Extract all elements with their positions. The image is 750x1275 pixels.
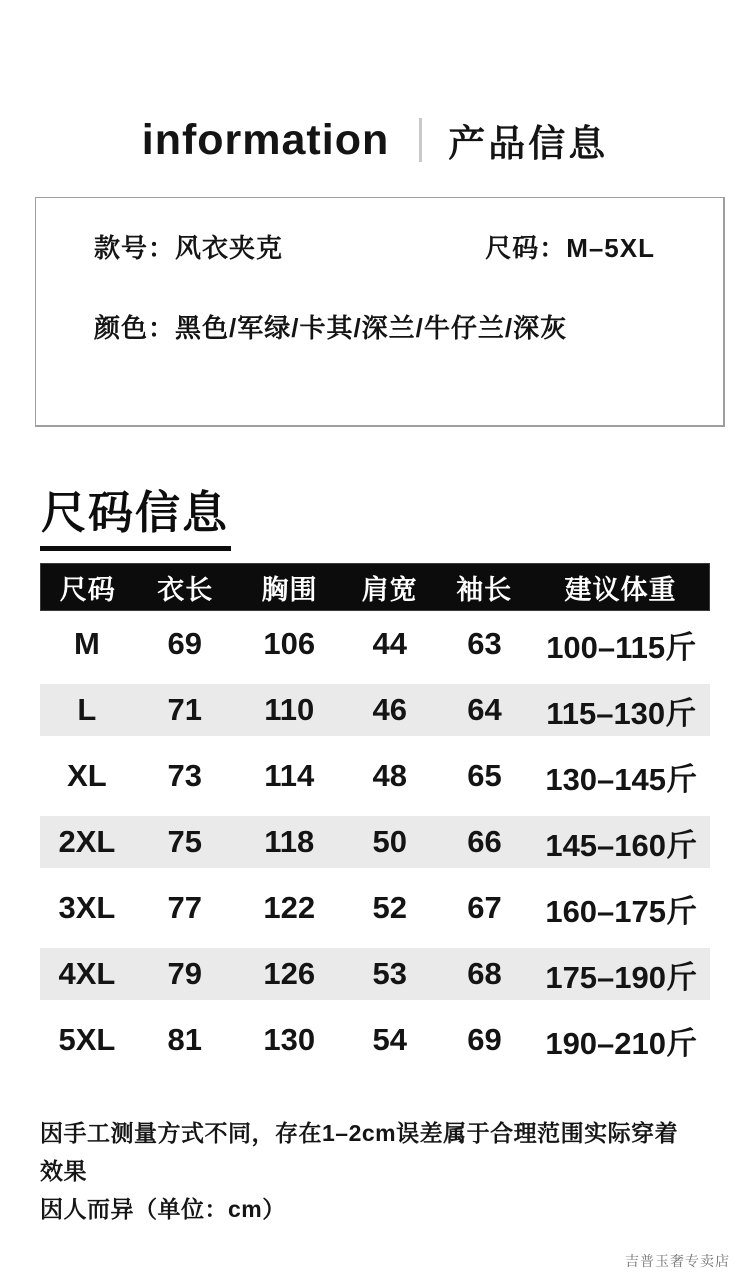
table-cell: 4XL [58, 956, 116, 991]
table-cell: 122 [263, 890, 316, 925]
page-title [0, 108, 750, 172]
table-cell: 118 [264, 824, 315, 859]
table-cell: 52 [372, 890, 407, 925]
table-cell: 66 [467, 824, 502, 859]
table-cell: 106 [263, 626, 316, 661]
table-cell: 81 [167, 1022, 202, 1057]
table-row [40, 677, 710, 743]
table-cell: 175–190斤 [545, 959, 698, 995]
table-cell: 53 [372, 956, 407, 991]
title-english: information [141, 115, 390, 164]
style-number: 款号：风衣夹克 [94, 233, 284, 263]
table-row [40, 875, 710, 941]
table-cell: 145–160斤 [545, 827, 698, 863]
table-cell: 69 [467, 1022, 502, 1057]
table-row [40, 611, 710, 677]
table-cell: M [73, 626, 100, 661]
measurement-note [40, 1114, 680, 1228]
table-row [40, 743, 710, 809]
table-cell: 44 [372, 626, 407, 661]
table-cell: 100–115斤 [546, 629, 697, 665]
table-cell: L [77, 692, 97, 727]
table-cell: 68 [467, 956, 502, 991]
measurement-note-line1: 因手工测量方式不同，存在1–2cm误差属于合理范围实际穿着效果 [40, 1120, 679, 1184]
size-info-heading: 尺码信息 [40, 476, 231, 551]
table-cell: 46 [372, 692, 407, 727]
table-cell: 64 [467, 692, 502, 727]
table-cell: 63 [467, 626, 502, 661]
table-cell: 126 [263, 956, 316, 991]
column-header-size: 尺码 [59, 574, 116, 605]
table-cell: 77 [167, 890, 202, 925]
table-cell: 69 [167, 626, 202, 661]
table-cell: 75 [167, 824, 202, 859]
product-info-box [35, 197, 725, 427]
title-divider [419, 118, 422, 162]
measurement-note-line2: 因人而异（单位：cm） [40, 1196, 286, 1222]
product-info-row-2 [94, 308, 655, 345]
table-cell: 79 [167, 956, 202, 991]
table-cell: 130 [263, 1022, 316, 1057]
size-table [40, 563, 710, 1073]
table-cell: 114 [264, 758, 315, 793]
size-table-header [40, 563, 710, 611]
column-header-shoulder: 肩宽 [361, 574, 418, 605]
column-header-sleeve: 袖长 [456, 574, 513, 605]
title-chinese: 产品信息 [448, 123, 609, 164]
size-table-body [40, 611, 710, 1073]
column-header-length: 衣长 [157, 574, 214, 605]
product-info-row-1 [94, 228, 655, 265]
table-row [40, 941, 710, 1007]
table-cell: 160–175斤 [545, 893, 698, 929]
column-header-chest: 胸围 [261, 574, 318, 605]
table-cell: 5XL [58, 1022, 116, 1057]
size-range: 尺码：M–5XL [485, 233, 655, 263]
table-cell: 48 [372, 758, 407, 793]
column-header-weight: 建议体重 [564, 574, 677, 605]
table-row [40, 1007, 710, 1073]
table-cell: 67 [467, 890, 502, 925]
table-cell: 190–210斤 [545, 1025, 698, 1061]
table-cell: 110 [264, 692, 315, 727]
table-cell: 2XL [58, 824, 116, 859]
table-cell: 54 [372, 1022, 407, 1057]
color-options: 颜色：黑色/军绿/卡其/深兰/牛仔兰/深灰 [94, 313, 568, 343]
table-row [40, 809, 710, 875]
table-cell: 50 [372, 824, 407, 859]
table-cell: 71 [167, 692, 202, 727]
table-cell: 3XL [58, 890, 116, 925]
table-cell: 130–145斤 [545, 761, 698, 797]
table-cell: 73 [167, 758, 202, 793]
table-cell: XL [67, 758, 107, 793]
table-cell: 115–130斤 [546, 695, 697, 731]
table-cell: 65 [467, 758, 502, 793]
store-watermark: 吉普玉奢专卖店 [625, 1253, 730, 1269]
